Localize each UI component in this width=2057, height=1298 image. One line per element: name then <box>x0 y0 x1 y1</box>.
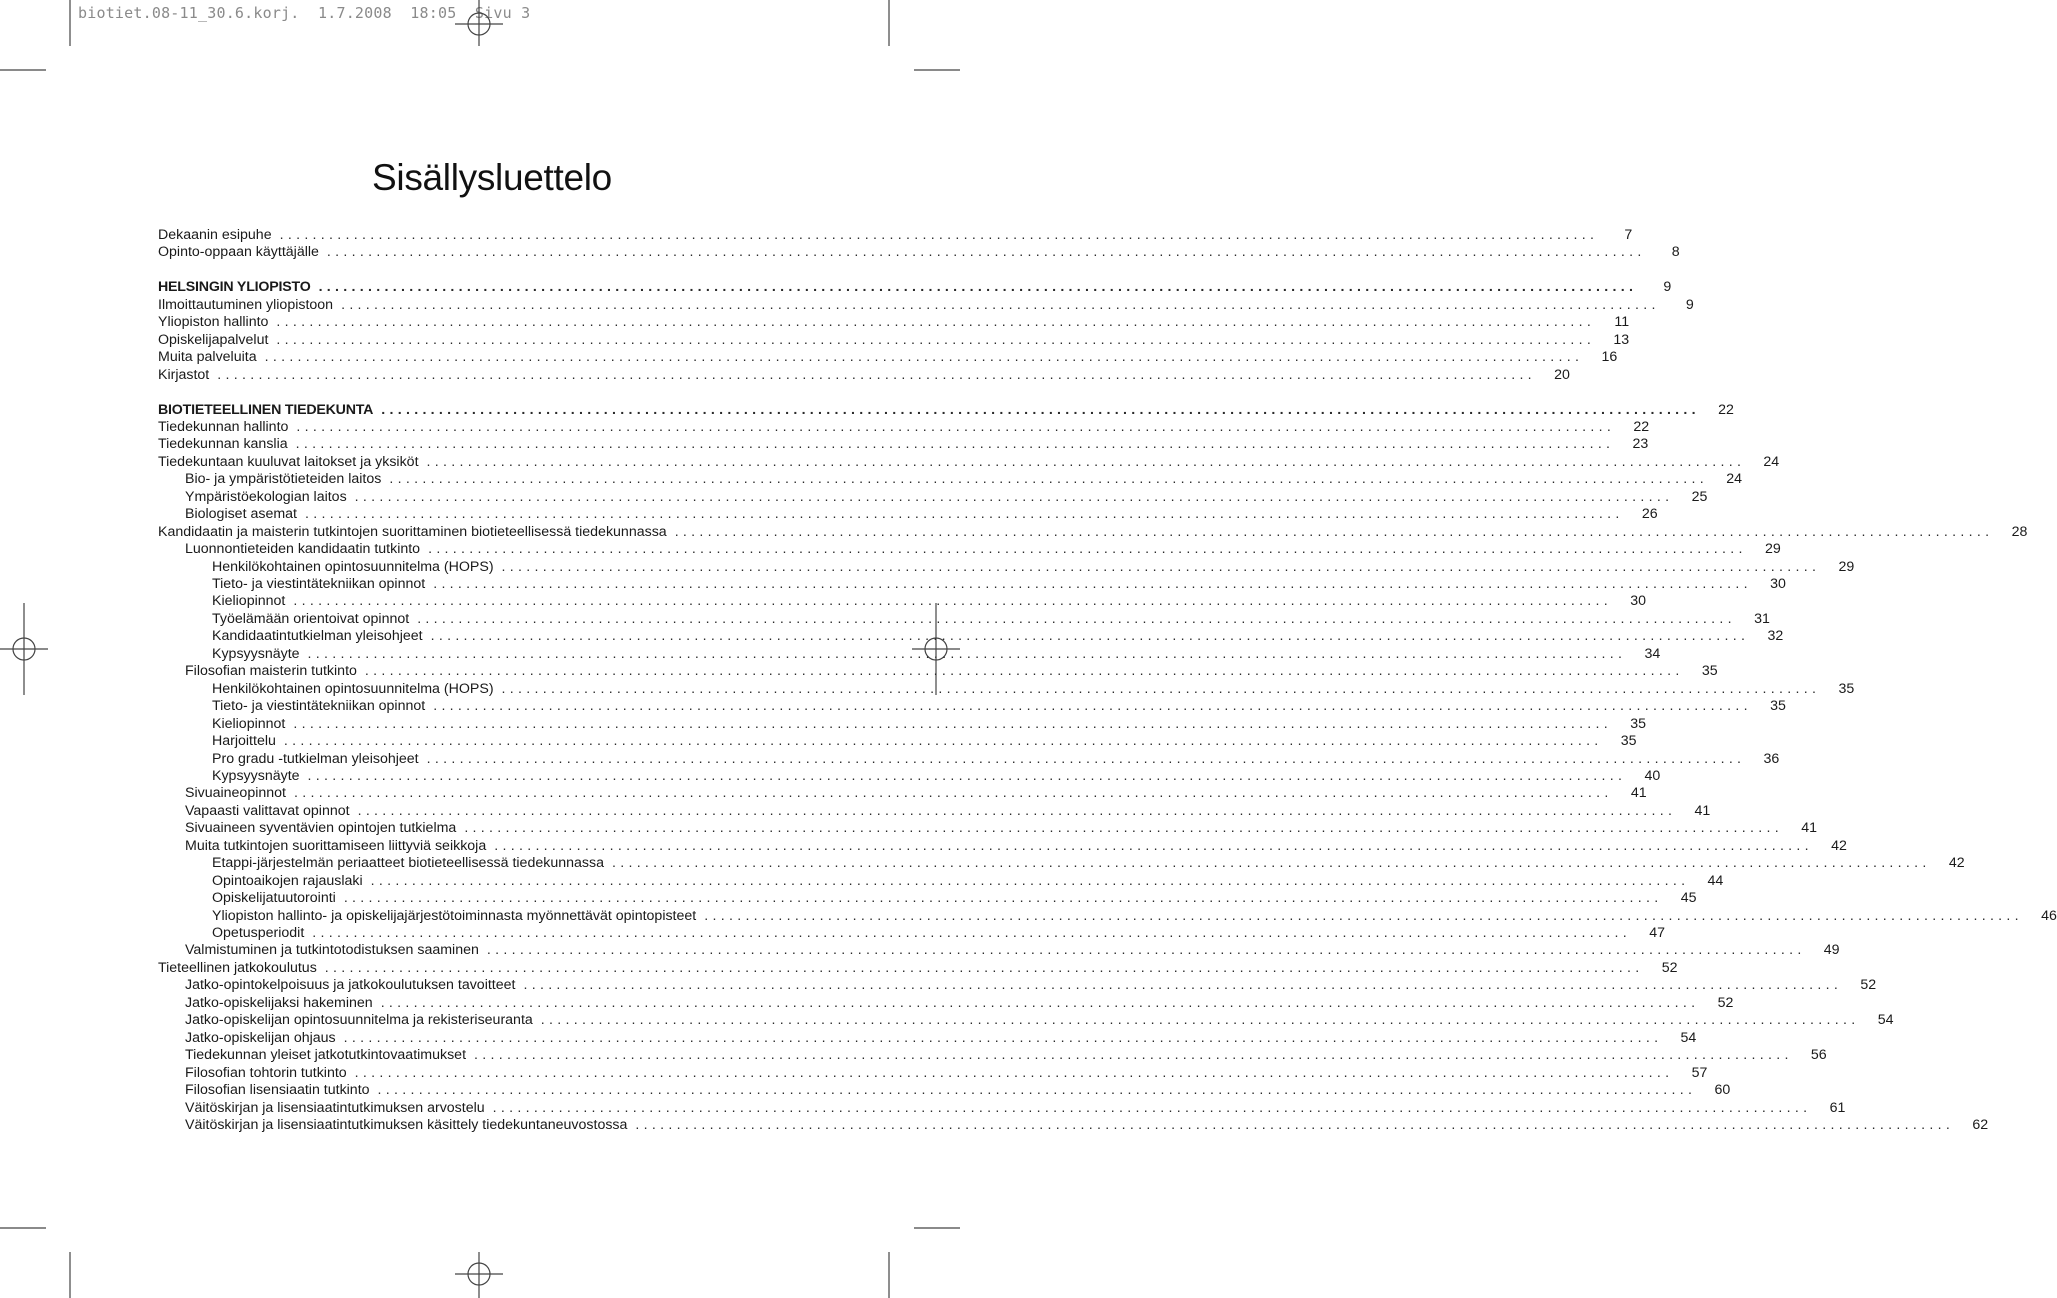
toc-entry[interactable] <box>158 488 1708 506</box>
toc-entry[interactable] <box>158 750 1780 768</box>
toc-entry-page-number: 13 <box>1613 331 1630 348</box>
toc-entry-label: Filosofian lisensiaatin tutkinto <box>185 1082 370 1099</box>
toc-entry-page-number: 52 <box>1860 977 1877 994</box>
toc-entry[interactable] <box>158 767 1661 785</box>
toc-entry-page-number: 32 <box>1767 628 1784 645</box>
toc-entry-page-number: 11 <box>1614 314 1630 331</box>
toc-entry-page-number: 28 <box>2011 523 2028 540</box>
toc-entry-page-number: 35 <box>1770 698 1786 715</box>
dot-leader: ................................................................................................................................................................ <box>307 767 1627 784</box>
toc-entry-page-number: 47 <box>1649 925 1665 941</box>
registration-mark-left <box>0 603 48 695</box>
toc-entry-page-number: 41 <box>1630 785 1647 802</box>
toc-entry-page-number: 24 <box>1763 453 1780 470</box>
toc-entry-label: Jatko-opiskelijaksi hakeminen <box>185 994 373 1011</box>
toc-entry-label: Tiedekunnan kanslia <box>158 436 288 453</box>
toc-entry-label: Bio- ja ympäristötieteiden laitos <box>185 471 382 488</box>
toc-entry[interactable] <box>158 435 1649 453</box>
toc-entry[interactable] <box>158 296 1694 314</box>
dot-leader: ................................................................................................................................................................ <box>492 1099 1812 1116</box>
dot-leader: ................................................................................................................................................................ <box>428 541 1747 558</box>
toc-entry-page-number: 54 <box>1680 1029 1697 1046</box>
toc-entry-label: Etappi-järjestelmän periaatteet biotieteellisessä tiedekunnassa <box>212 855 604 872</box>
toc-entry-label: Tiedekunnan yleiset jatkotutkintovaatimukset <box>185 1047 467 1064</box>
toc-entry-page-number: 7 <box>1624 227 1633 243</box>
toc-entry-page-number: 41 <box>1694 802 1711 819</box>
dot-leader: ................................................................................................................................................................ <box>381 401 1700 418</box>
toc-entry-page-number: 34 <box>1644 645 1661 662</box>
toc-entry[interactable] <box>158 994 1734 1012</box>
dot-leader: ................................................................................................................................................................ <box>433 576 1752 592</box>
toc-entry-label: Työelämään orientoivat opinnot <box>212 610 410 627</box>
toc-entry-label: Vapaasti valittavat opinnot <box>185 802 350 819</box>
dot-leader: ................................................................................................................................................................ <box>417 610 1736 627</box>
toc-entry-label: Kirjastot <box>158 366 210 383</box>
toc-entry-label: Biologiset asemat <box>185 506 297 523</box>
toc-entry-page-number: 40 <box>1644 767 1661 784</box>
dot-leader: ................................................................................................................................................................ <box>295 436 1615 453</box>
toc-entry-label: Valmistuminen ja tutkintotodistuksen saaminen <box>185 942 479 959</box>
toc-entry-page-number: 30 <box>1630 593 1647 610</box>
dot-leader: ................................................................................................................................................................ <box>326 244 1646 261</box>
toc-entry[interactable] <box>158 1116 1989 1134</box>
toc-entry-label: Yliopiston hallinto- ja opiskelijajärjestötoiminnasta myönnettävät opintopisteet <box>212 907 697 924</box>
toc-entry-label: Tieto- ja viestintätekniikan opinnot <box>212 698 426 715</box>
toc-entry-label: Tieto- ja viestintätekniikan opinnot <box>212 576 426 592</box>
toc-entry-label: Opiskelijapalvelut <box>158 331 269 348</box>
toc-entry-label: Jatko-opiskelijan ohjaus <box>185 1029 336 1046</box>
toc-entry[interactable] <box>158 313 1630 331</box>
dot-leader: ................................................................................................................................................................ <box>494 837 1813 854</box>
toc-entry[interactable] <box>158 470 1743 488</box>
toc-entry[interactable] <box>158 540 1781 558</box>
toc-entry-label: Kandidaatin ja maisterin tutkintojen suorittaminen biotieteellisessä tiedekunnassa <box>158 523 667 540</box>
toc-entry-page-number: 23 <box>1632 436 1649 453</box>
toc-entry[interactable] <box>158 592 1647 610</box>
toc-entry-page-number: 60 <box>1714 1082 1731 1099</box>
dot-leader: ................................................................................................................................................................ <box>283 733 1603 750</box>
toc-entry-page-number: 35 <box>1630 715 1647 732</box>
toc-entry-page-number: 62 <box>1972 1116 1989 1133</box>
toc-entry-page-number: 22 <box>1718 401 1734 418</box>
dot-leader: ................................................................................................................................................................ <box>293 593 1613 610</box>
dot-leader: ................................................................................................................................................................ <box>611 855 1931 872</box>
toc-entry-label: Harjoittelu <box>212 733 276 750</box>
dot-leader: ................................................................................................................................................................ <box>341 296 1660 313</box>
toc-entry[interactable] <box>158 366 1570 384</box>
toc-entry[interactable] <box>158 505 1658 523</box>
toc-entry-label: Kieliopinnot <box>212 715 286 732</box>
dot-leader: ................................................................................................................................................................ <box>501 558 1821 575</box>
toc-entry[interactable] <box>158 802 1711 820</box>
toc-entry-label: Opetusperiodit <box>212 925 305 941</box>
toc-entry[interactable] <box>158 889 1697 907</box>
toc-entry-label: Ympäristöekologian laitos <box>185 488 347 505</box>
dot-leader: ................................................................................................................................................................ <box>343 890 1663 907</box>
dot-leader: ................................................................................................................................................................ <box>426 453 1746 470</box>
toc-entry-label: Sivuaineopinnot <box>185 785 286 802</box>
toc-entry-label: Kypsyysnäyte <box>212 767 300 784</box>
toc-entry-page-number: 35 <box>1838 680 1855 697</box>
dot-leader: ................................................................................................................................................................ <box>307 645 1627 662</box>
toc-entry-label: BIOTIETEELLINEN TIEDEKUNTA <box>158 401 374 418</box>
toc-entry[interactable] <box>158 627 1784 645</box>
dot-leader: ................................................................................................................................................................ <box>430 628 1750 645</box>
toc-entry[interactable] <box>158 1011 1894 1029</box>
dot-leader: ................................................................................................................................................................ <box>279 227 1599 243</box>
toc-entry-label: Luonnontieteiden kandidaatin tutkinto <box>185 541 421 558</box>
dot-leader: ................................................................................................................................................................ <box>674 523 1994 540</box>
dot-leader: ................................................................................................................................................................ <box>264 349 1584 366</box>
toc-entry[interactable] <box>158 1081 1731 1099</box>
toc-entry-page-number: 30 <box>1770 576 1786 592</box>
toc-entry-label: Henkilökohtainen opintosuunnitelma (HOPS) <box>212 558 494 575</box>
toc-entry-page-number: 45 <box>1680 890 1697 907</box>
toc-entry[interactable] <box>158 1029 1697 1047</box>
toc-entry-page-number: 22 <box>1633 418 1650 435</box>
dot-leader: ................................................................................................................................................................ <box>433 698 1752 715</box>
dot-leader: ................................................................................................................................................................ <box>426 750 1746 767</box>
toc-entry-label: Yliopiston hallinto <box>158 314 269 331</box>
toc-entry-label: Jatko-opintokelpoisuus ja jatkokoulutuksen tavoitteet <box>185 977 516 994</box>
toc-entry-page-number: 9 <box>1685 296 1694 313</box>
toc-entry-page-number: 24 <box>1726 471 1743 488</box>
toc-entry[interactable] <box>158 907 2057 925</box>
toc-entry-label: Jatko-opiskelijan opintosuunnitelma ja rekisteriseuranta <box>185 1012 533 1029</box>
toc-entry-page-number: 8 <box>1671 244 1680 261</box>
dot-leader: ................................................................................................................................................................ <box>293 715 1613 732</box>
toc-entry[interactable] <box>158 226 1633 244</box>
toc-entry-page-number: 44 <box>1707 872 1724 889</box>
toc-entry-page-number: 52 <box>1661 959 1678 976</box>
toc-entry-page-number: 42 <box>1948 855 1965 872</box>
dot-leader: ................................................................................................................................................................ <box>343 1029 1663 1046</box>
dot-leader: ................................................................................................................................................................ <box>380 994 1700 1011</box>
toc-entry[interactable] <box>158 348 1618 366</box>
toc-entry-page-number: 35 <box>1701 663 1718 680</box>
toc-entry-page-number: 56 <box>1810 1047 1827 1064</box>
toc-entry[interactable] <box>158 732 1637 750</box>
toc-entry[interactable] <box>158 523 2028 541</box>
toc-entry[interactable] <box>158 976 1877 994</box>
toc-entry-page-number: 25 <box>1691 488 1708 505</box>
toc-entry-page-number: 42 <box>1831 837 1847 854</box>
toc-entry[interactable] <box>158 418 1650 436</box>
toc-entry[interactable] <box>158 453 1780 471</box>
toc-entry-page-number: 9 <box>1663 279 1672 296</box>
dot-leader: ................................................................................................................................................................ <box>364 663 1684 680</box>
toc-entry[interactable] <box>158 662 1718 680</box>
toc-entry-label: Opintoaikojen rajauslaki <box>212 872 363 889</box>
toc-entry-page-number: 54 <box>1877 1012 1894 1029</box>
toc-entry-page-number: 26 <box>1641 506 1658 523</box>
toc-entry-label: Väitöskirjan ja lisensiaatintutkimuksen arvostelu <box>185 1099 485 1116</box>
toc-entry-page-number: 36 <box>1763 750 1780 767</box>
dot-leader: ................................................................................................................................................................ <box>276 314 1596 331</box>
dot-leader: ................................................................................................................................................................ <box>318 279 1638 296</box>
dot-leader: ................................................................................................................................................................ <box>474 1047 1793 1064</box>
toc-entry[interactable] <box>158 959 1678 977</box>
toc-entry-label: Muita tutkintojen suorittamiseen liittyviä seikkoja <box>185 837 487 854</box>
toc-entry[interactable] <box>158 819 1817 837</box>
toc-entry-label: Sivuaineen syventävien opintojen tutkielma <box>185 820 457 837</box>
dot-leader: ................................................................................................................................................................ <box>464 820 1783 837</box>
toc-entry-label: Tiedekuntaan kuuluvat laitokset ja yksiköt <box>158 453 419 470</box>
dot-leader: ................................................................................................................................................................ <box>377 1082 1697 1099</box>
toc-entry-page-number: 35 <box>1620 733 1637 750</box>
dot-leader: ................................................................................................................................................................ <box>354 488 1674 505</box>
toc-entry-page-number: 46 <box>2041 907 2057 924</box>
toc-entry[interactable] <box>158 837 1847 855</box>
toc-entry-page-number: 61 <box>1829 1099 1846 1116</box>
toc-entry-label: Filosofian tohtorin tutkinto <box>185 1064 347 1081</box>
toc-entry[interactable] <box>158 680 1855 698</box>
toc-entry[interactable] <box>158 872 1724 890</box>
dot-leader: ................................................................................................................................................................ <box>370 872 1690 889</box>
dot-leader: ................................................................................................................................................................ <box>296 418 1616 435</box>
toc-entry-page-number: 57 <box>1691 1064 1708 1081</box>
toc-entry[interactable] <box>158 941 1840 959</box>
registration-mark-top <box>455 0 503 46</box>
dot-leader: ................................................................................................................................................................ <box>501 680 1821 697</box>
dot-leader: ................................................................................................................................................................ <box>324 959 1644 976</box>
toc-entry[interactable] <box>158 854 1965 872</box>
dot-leader: ................................................................................................................................................................ <box>389 471 1709 488</box>
toc-entry-page-number: 29 <box>1764 541 1781 558</box>
page-title: Sisällysluettelo <box>372 156 612 198</box>
toc-entry-label: Ilmoittautuminen yliopistoon <box>158 296 334 313</box>
toc-entry-label: Dekaanin esipuhe <box>158 227 272 243</box>
toc-entry-label: Tieteellinen jatkokoulutus <box>158 959 317 976</box>
toc-entry-page-number: 20 <box>1554 366 1570 383</box>
dot-leader: ................................................................................................................................................................ <box>523 977 1843 994</box>
toc-entry-label: Pro gradu -tutkielman yleisohjeet <box>212 750 419 767</box>
toc-entry-page-number: 31 <box>1754 610 1770 627</box>
toc-entry[interactable] <box>158 243 1680 261</box>
toc-entry[interactable] <box>158 645 1661 663</box>
dot-leader: ................................................................................................................................................................ <box>357 802 1677 819</box>
print-slug: biotiet.08-11_30.6.korj. 1.7.2008 18:05 Sivu 3 <box>78 4 531 22</box>
dot-leader: ................................................................................................................................................................ <box>304 506 1624 523</box>
toc-entry-label: Kieliopinnot <box>212 593 286 610</box>
toc-entry[interactable] <box>158 1046 1827 1064</box>
toc-entry[interactable] <box>158 1064 1708 1082</box>
registration-mark-bottom <box>455 1252 503 1298</box>
toc-entry[interactable] <box>158 715 1647 733</box>
toc-entry-label: Muita palveluita <box>158 349 257 366</box>
toc-entry[interactable] <box>158 575 1786 593</box>
toc-entry[interactable] <box>158 558 1855 576</box>
toc-entry-page-number: 52 <box>1717 994 1734 1011</box>
toc-entry-page-number: 41 <box>1801 820 1817 837</box>
toc-entry[interactable] <box>158 1099 1846 1117</box>
toc-entry[interactable] <box>158 784 1647 802</box>
dot-leader: ................................................................................................................................................................ <box>486 942 1806 959</box>
toc-entry-label: Tiedekunnan hallinto <box>158 418 289 435</box>
toc-entry-label: Henkilökohtainen opintosuunnitelma (HOPS) <box>212 680 494 697</box>
toc-entry-label: Opinto-oppaan käyttäjälle <box>158 244 319 261</box>
toc-entry[interactable] <box>158 331 1630 349</box>
toc-entry-page-number: 16 <box>1601 349 1618 366</box>
toc-entry-label: HELSINGIN YLIOPISTO <box>158 279 311 296</box>
toc-entry-label: Kandidaatintutkielman yleisohjeet <box>212 628 423 645</box>
dot-leader: ................................................................................................................................................................ <box>276 331 1596 348</box>
toc-entry[interactable] <box>158 401 1734 419</box>
toc-entry-page-number: 49 <box>1823 942 1840 959</box>
toc-entry[interactable] <box>158 278 1672 296</box>
dot-leader: ................................................................................................................................................................ <box>635 1116 1955 1133</box>
toc-entry-label: Kypsyysnäyte <box>212 645 300 662</box>
toc-entry-label: Filosofian maisterin tutkinto <box>185 663 357 680</box>
toc-entry[interactable] <box>158 697 1786 715</box>
dot-leader: ................................................................................................................................................................ <box>354 1064 1674 1081</box>
dot-leader: ................................................................................................................................................................ <box>704 907 2023 924</box>
dot-leader: ................................................................................................................................................................ <box>540 1012 1860 1029</box>
dot-leader: ................................................................................................................................................................ <box>293 785 1613 802</box>
toc-entry-label: Väitöskirjan ja lisensiaatintutkimuksen käsittely tiedekuntaneuvostossa <box>185 1116 628 1133</box>
dot-leader: ................................................................................................................................................................ <box>217 366 1536 383</box>
toc-entry-label: Opiskelijatuutorointi <box>212 890 336 907</box>
toc-entry[interactable] <box>158 924 1665 942</box>
dot-leader: ................................................................................................................................................................ <box>312 925 1631 941</box>
toc-entry[interactable] <box>158 610 1770 628</box>
toc-entry-page-number: 29 <box>1838 558 1855 575</box>
